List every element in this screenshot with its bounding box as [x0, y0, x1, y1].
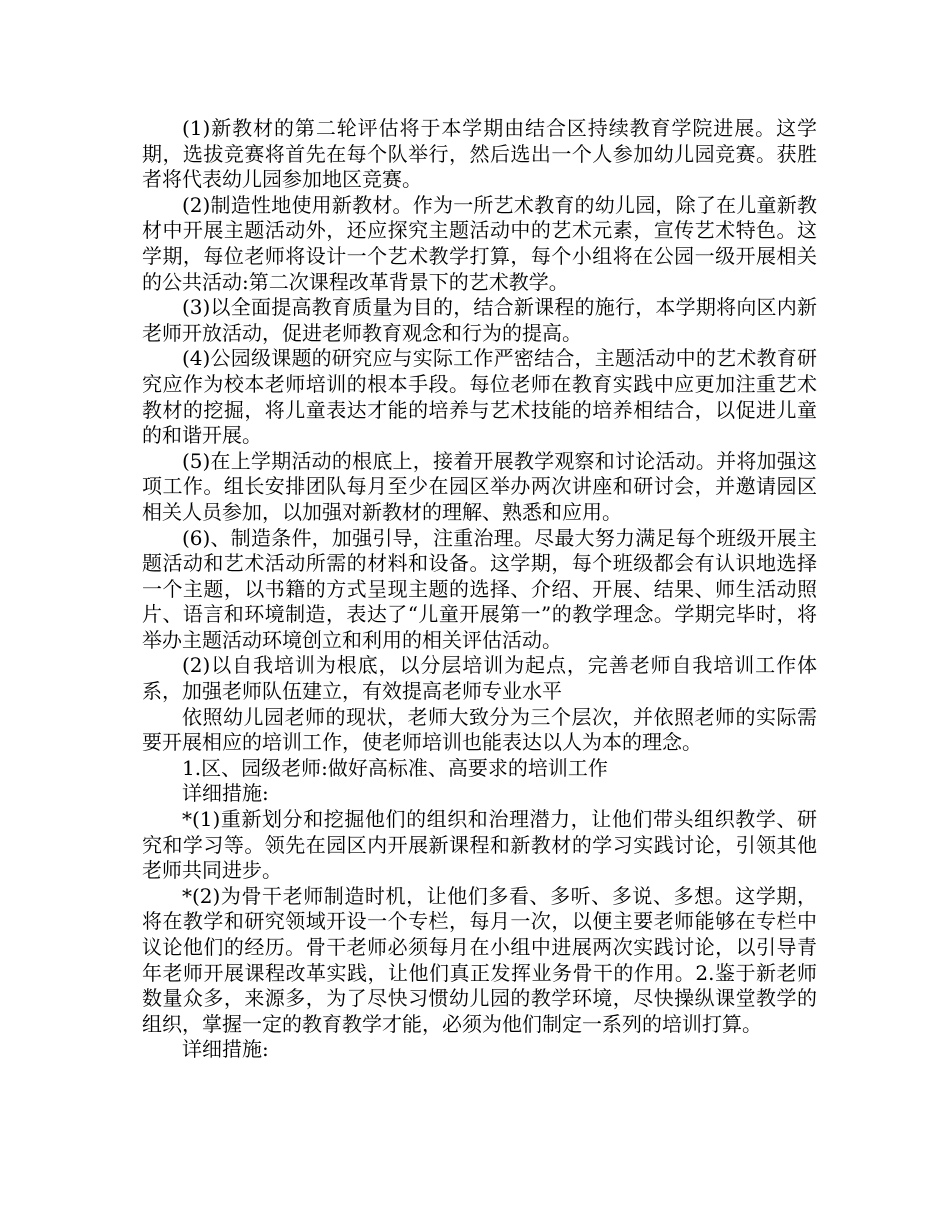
- measure-item-1: *(1)重新划分和挖掘他们的组织和治理潜力，让他们带头组织教学、研究和学习等。领先在园区内开展新课程和新教材的学习实践讨论，引领其他老师共同进步。: [142, 807, 817, 883]
- measure-item-2: *(2)为骨干老师制造时机，让他们多看、多听、多说、多想。这学期，将在教学和研究领域开设一个专栏，每月一次，以便主要老师能够在专栏中议论他们的经历。骨干老师必须每月在小组中进展两次实践讨论，以引导青年老师开展课程改革实践，让他们真正发挥业务骨干的作用。2.鉴于新老师数量众多，来源多，为了尽快习惯幼儿园的教学环境，尽快操纵课堂教学的组织，掌握一定的教育教学才能，必须为他们制定一系列的培训打算。: [142, 883, 817, 1036]
- paragraph-item-2: (2)制造性地使用新教材。作为一所艺术教育的幼儿园，除了在儿童新教材中开展主题活动外，还应探究主题活动中的艺术元素，宣传艺术特色。这学期，每位老师将设计一个艺术教学打算，每个小组将在公园一级开展相关的公共活动:第二次课程改革背景下的艺术教学。: [142, 192, 817, 294]
- subsection-heading-district-teachers: 1.区、园级老师:做好高标准、高要求的培训工作: [182, 755, 608, 780]
- paragraph-item-7: 依照幼儿园老师的现状，老师大致分为三个层次，并依照老师的实际需要开展相应的培训工作，使老师培训也能表达以人为本的理念。: [142, 704, 817, 755]
- document-body: [142, 116, 817, 1063]
- section-heading-teacher-training: (2)以自我培训为根底，以分层培训为起点，完善老师自我培训工作体系，加强老师队伍建立，有效提高老师专业水平: [142, 653, 817, 704]
- paragraph-item-5: (5)在上学期活动的根底上，接着开展教学观察和讨论活动。并将加强这项工作。组长安排团队每月至少在园区举办两次讲座和研讨会，并邀请园区相关人员参加，以加强对新教材的理解、熟悉和应用。: [142, 448, 817, 524]
- measures-label-2: 详细措施:: [182, 1037, 269, 1062]
- paragraph-item-3: (3)以全面提高教育质量为目的，结合新课程的施行，本学期将向区内新老师开放活动，促进老师教育观念和行为的提高。: [142, 295, 817, 345]
- paragraph-item-6: (6)、制造条件，加强引导，注重治理。尽最大努力满足每个班级开展主题活动和艺术活动所需的材料和设备。这学期，每个班级都会有认识地选择一个主题，以书籍的方式呈现主题的选择、介绍、开展、结果、师生活动照片、语言和环境制造，表达了“儿童开展第一”的教学理念。学期完毕时，将举办主题活动环境创立和利用的相关评估活动。: [142, 525, 817, 652]
- paragraph-item-1: (1)新教材的第二轮评估将于本学期由结合区持续教育学院进展。这学期，选拔竞赛将首先在每个队举行，然后选出一个人参加幼儿园竞赛。获胜者将代表幼儿园参加地区竞赛。: [142, 116, 817, 192]
- measures-label-1: 详细措施:: [182, 781, 269, 806]
- paragraph-item-4: (4)公园级课题的研究应与实际工作严密结合，主题活动中的艺术教育研究应作为校本老师培训的根本手段。每位老师在教育实践中应更加注重艺术教材的挖掘，将儿童表达才能的培养与艺术技能的培养相结合，以促进儿童的和谐开展。: [142, 346, 817, 448]
